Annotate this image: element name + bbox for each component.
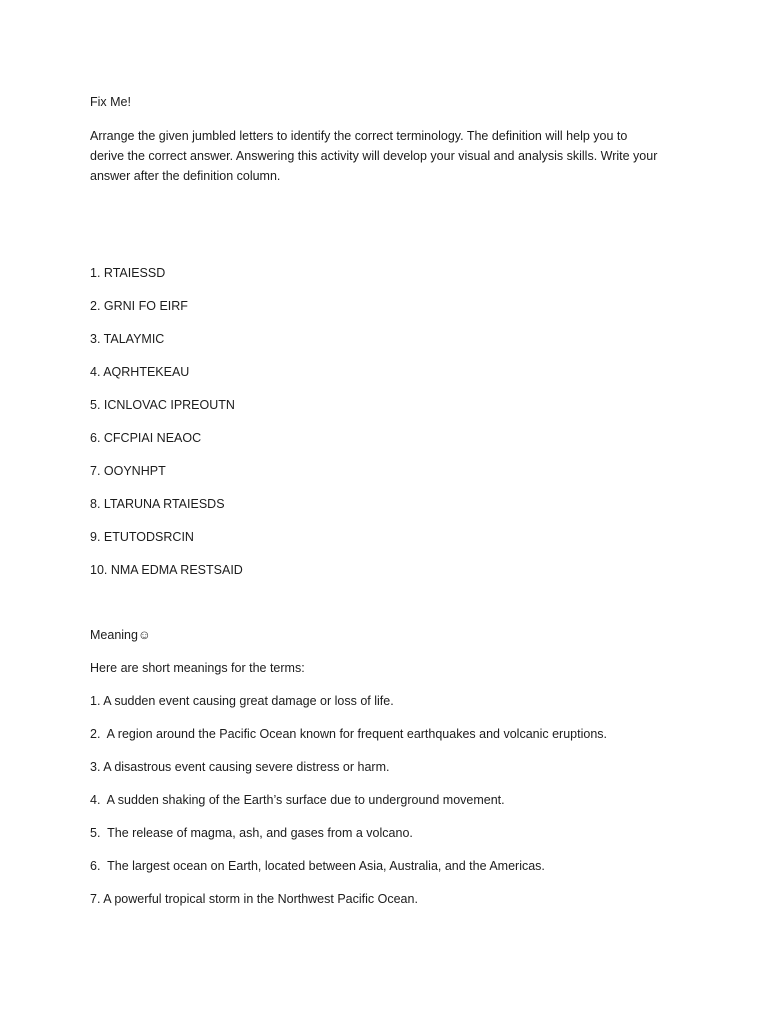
jumbled-item: 4. AQRHTEKEAU — [90, 365, 190, 379]
meaning-item: 5. The release of magma, ash, and gases from a volcano. — [90, 826, 413, 840]
jumbled-item: 8. LTARUNA RTAIESDS — [90, 497, 225, 511]
page-title: Fix Me! — [90, 95, 131, 109]
meaning-heading: Meaning☺ — [90, 628, 151, 642]
jumbled-item: 1. RTAIESSD — [90, 266, 166, 280]
jumbled-item: 2. GRNI FO EIRF — [90, 299, 188, 313]
meaning-item: 4. A sudden shaking of the Earth’s surface due to underground movement. — [90, 793, 505, 807]
instructions-line: answer after the definition column. — [90, 169, 281, 183]
jumbled-item: 3. TALAYMIC — [90, 332, 165, 346]
jumbled-item: 5. ICNLOVAC IPREOUTN — [90, 398, 235, 412]
meaning-section — [90, 627, 730, 924]
header-section — [90, 94, 730, 186]
jumbled-list — [90, 265, 730, 595]
instructions-line: Arrange the given jumbled letters to identify the correct terminology. The definition will help you to — [90, 129, 628, 143]
meaning-item: 1. A sudden event causing great damage or loss of life. — [90, 694, 394, 708]
meaning-item: 6. The largest ocean on Earth, located between Asia, Australia, and the Americas. — [90, 859, 545, 873]
jumbled-item: 7. OOYNHPT — [90, 464, 166, 478]
meaning-intro: Here are short meanings for the terms: — [90, 661, 305, 675]
meaning-item: 7. A powerful tropical storm in the Northwest Pacific Ocean. — [90, 892, 418, 906]
instructions-line: derive the correct answer. Answering this activity will develop your visual and analysis skills. Write your — [90, 149, 658, 163]
meaning-item: 2. A region around the Pacific Ocean known for frequent earthquakes and volcanic eruptions. — [90, 727, 607, 741]
jumbled-item: 10. NMA EDMA RESTSAID — [90, 563, 243, 577]
jumbled-item: 6. CFCPIAI NEAOC — [90, 431, 202, 445]
jumbled-item: 9. ETUTODSRCIN — [90, 530, 194, 544]
meaning-item: 3. A disastrous event causing severe distress or harm. — [90, 760, 390, 774]
